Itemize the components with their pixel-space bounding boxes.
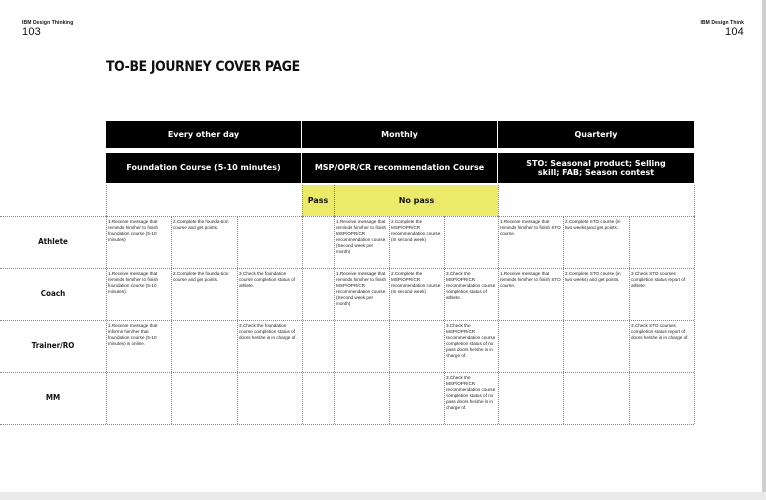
outcome-row	[106, 185, 694, 216]
grid-row-line	[0, 320, 694, 321]
course-band	[106, 153, 694, 183]
left-page-number: 103	[22, 26, 41, 38]
journey-cell: 1.Receive message that reminds him/her to finish STO course.	[500, 219, 561, 236]
grid-col-line	[694, 216, 695, 424]
journey-cell: 2.Complete the founda-tion course and get points.	[173, 219, 229, 230]
journey-cell: 1.Receive message that reminds him/her to finish MSP/OPR/CR recommendation course. (Second week per month)	[336, 271, 387, 306]
grid-col-line	[171, 216, 172, 424]
frequency-monthly: Monthly	[302, 121, 498, 148]
grid-col-line	[629, 216, 630, 424]
pass-label: Pass	[302, 185, 335, 216]
grid-col-line	[302, 216, 303, 424]
grid-row-line	[0, 216, 694, 217]
frequency-quarterly: Quarterly	[574, 129, 618, 139]
journey-cell: 1.Receive message that informs him/her that foundation course (5-10 minutes) is online.	[108, 323, 158, 346]
frequency-band	[106, 121, 694, 148]
course-msp-opr-cr: MSP/OPR/CR recommendation Course	[302, 153, 498, 183]
journey-cell: 2.Complete STO course (in two weeks)and get points.	[565, 219, 621, 230]
journey-cell: 2.Complete STO course (in two weeks) and get points.	[565, 271, 621, 282]
row-label: Athlete	[38, 237, 68, 246]
journey-cell: 1.Receive message that reminds him/her to finish STO course.	[500, 271, 561, 288]
grid-col-line	[106, 185, 107, 216]
page-edge	[762, 0, 766, 492]
row-label: MM	[45, 393, 61, 402]
grid-row-line	[0, 372, 694, 373]
journey-cell: 3.Check the MSP/OPR/CR recommendation course completion status of athlete.	[446, 271, 496, 300]
course-foundation: Foundation Course (5-10 minutes)	[106, 153, 302, 183]
journey-cell: 1.Receive message that reminds him/her to finish MSP/OPR/CR recommendation course. (Second week per month)	[336, 219, 387, 254]
journey-cell: 1.Receive message that reminds him/her to finish foundation course (5-10 minutes)	[108, 219, 159, 242]
journey-cell: 2.Complete the MSP/OPR/CR recommendation course.(In second week)	[391, 271, 442, 294]
journey-cell: 3.Check the foundation course completion status of athlete.	[239, 271, 295, 288]
journey-cell: 1.Receive message that reminds him/her to finish foundation course (5-10 minutes).	[108, 271, 159, 294]
grid-col-line	[237, 216, 238, 424]
frequency-every-other-day: Every other day	[106, 121, 302, 148]
grid-row-line	[0, 424, 694, 425]
right-page-number: 104	[725, 26, 744, 38]
grid-row-line	[0, 268, 694, 269]
grid-col-line	[498, 185, 499, 216]
right-page	[383, 0, 762, 492]
page-title: TO-BE JOURNEY COVER PAGE	[106, 59, 300, 75]
journey-cell: 3.Check STO courses completion status report of doors he/she is in charge of.	[631, 323, 689, 340]
grid-col-line	[498, 216, 499, 424]
grid-col-line	[563, 216, 564, 424]
grid-col-line	[694, 185, 695, 216]
journey-cell: 2.Complete the founda-tion course and get points.	[173, 271, 229, 282]
journey-cell: 3.Check the MSP/OPR/CR recommendation course completion status of no pass doors he/she is in charge of.	[446, 323, 496, 358]
grid-col-line	[302, 185, 303, 216]
row-label: Coach	[40, 289, 66, 298]
left-header-label: IBM Design Thinking	[22, 20, 74, 26]
right-header-label: IBM Design Think	[700, 20, 744, 26]
journey-cell: 2.Complete the MSP/OPR/CR recommendation course.(In second week)	[391, 219, 442, 242]
journey-cell: 3.Check the MSP/OPR/CR recommendation course completion status of no pass doors he/she is in charge of.	[446, 375, 496, 410]
no-pass-label: No pass	[335, 185, 498, 216]
grid-col-line	[106, 216, 107, 424]
journey-cell: 3.Check the foundation course completion status of doors he/she is in charge of .	[239, 323, 298, 340]
journey-cell: 3.Check STO courses completion status report of athlete.	[631, 271, 686, 288]
row-label: Trainer/RO	[31, 341, 75, 350]
grid-col-line	[389, 216, 390, 424]
course-sto: STO: Seasonal product; Selling skill; FAB; Season contest	[526, 158, 666, 177]
